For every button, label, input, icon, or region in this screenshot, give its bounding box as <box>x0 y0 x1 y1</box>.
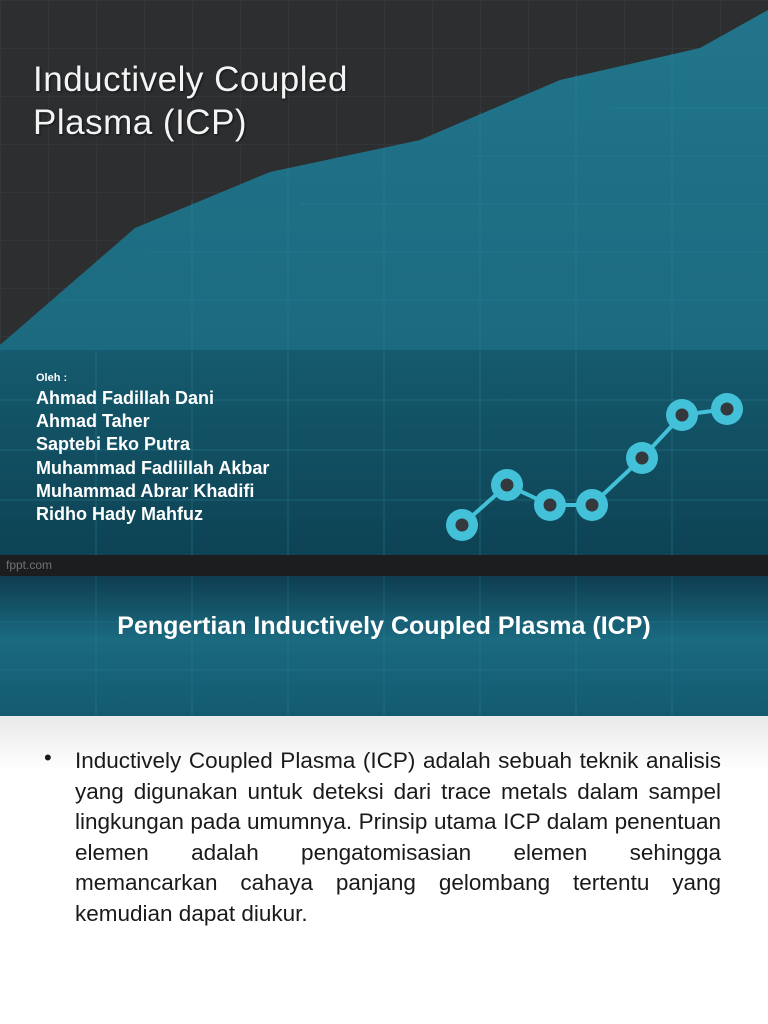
slide-footer <box>0 555 768 576</box>
title-band-pattern <box>0 576 768 716</box>
author-name: Muhammad Fadlillah Akbar <box>36 457 270 478</box>
bullet-paragraph: Inductively Coupled Plasma (ICP) adalah sebuah teknik analisis yang digunakan untuk deteksi dari trace metals dalam sampel lingkungan pada umumnya. Prinsip utama ICP dalam penentuan elemen adalah pengatomisasian elemen sehingga memancarkan cahaya panjang gelombang tertentu yang kemudian dapat diukur. <box>75 748 721 926</box>
slide-title: Inductively Coupled Plasma (ICP) <box>33 60 348 142</box>
title-band <box>0 576 768 716</box>
by-label: Oleh : <box>36 372 68 384</box>
content-slide-title: Pengertian Inductively Coupled Plasma (ICP) <box>117 612 651 640</box>
author-name: Ahmad Fadillah Dani <box>36 388 215 408</box>
footer-watermark: fppt.com <box>6 558 53 572</box>
author-name: Ahmad Taher <box>36 411 150 432</box>
author-name: Muhammad Abrar Khadifi <box>36 480 255 501</box>
author-name: Ridho Hady Mahfuz <box>36 504 203 525</box>
author-list <box>36 387 269 526</box>
bullet-marker: • <box>44 745 52 770</box>
author-name: Saptebi Eko Putra <box>36 434 191 455</box>
